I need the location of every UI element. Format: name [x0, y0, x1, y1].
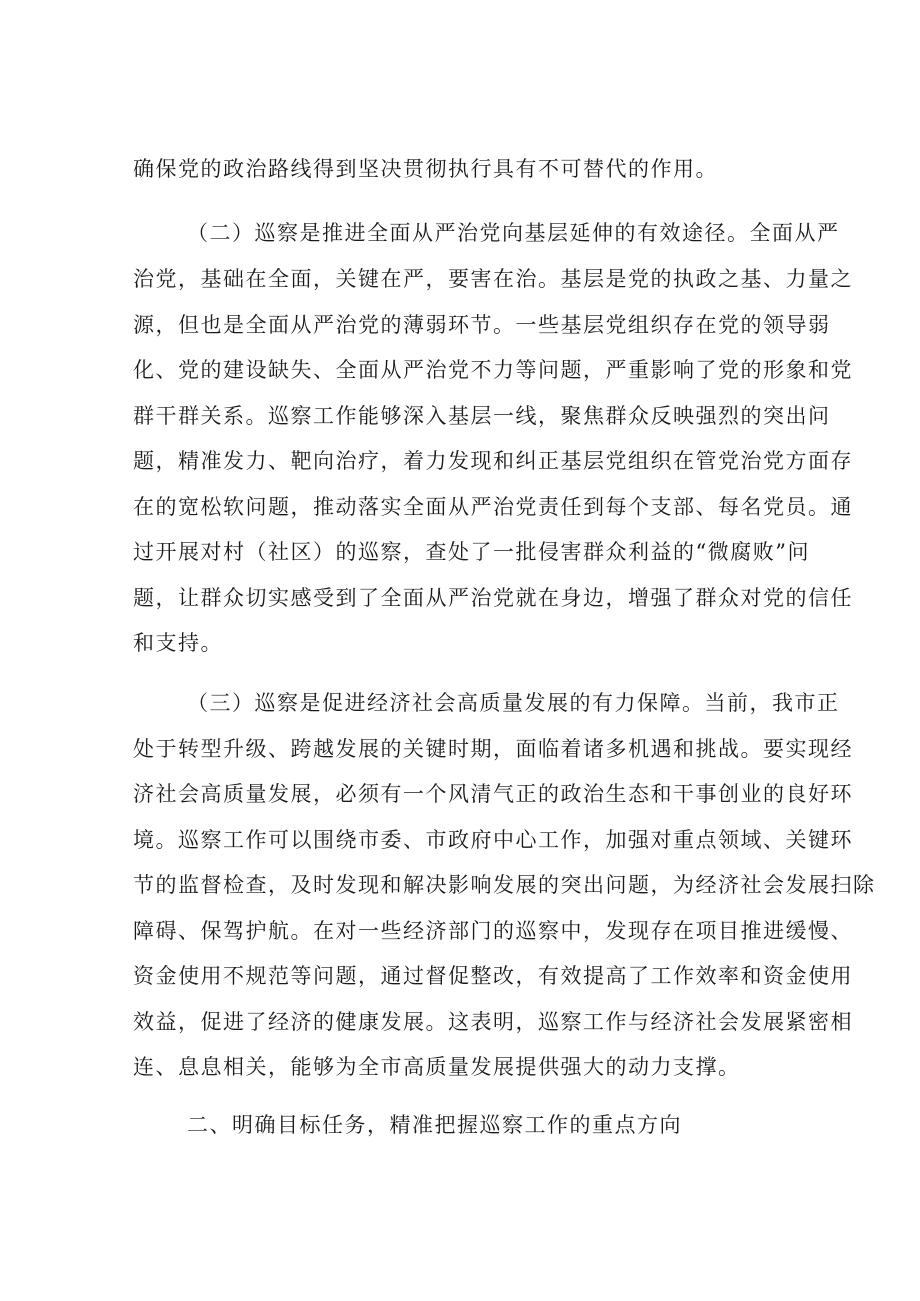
- paragraph-2-line-10: 和支持。: [133, 631, 223, 655]
- paragraph-2-line-8: 过开展对村（社区）的巡察，查处了一批侵害群众利益的“微腐败”问: [133, 540, 810, 564]
- paragraph-3-line-4: 境。巡察工作可以围绕市委、市政府中心工作，加强对重点领域、关键环: [133, 828, 853, 852]
- paragraph-2-line-6: 题，精准发力、靶向治疗，着力发现和纠正基层党组织在管党治党方面存: [133, 449, 853, 473]
- paragraph-2-line-2: 治党，基础在全面，关键在严，要害在治。基层是党的执政之基、力量之: [133, 267, 853, 291]
- paragraph-3-line-5: 节的监督检查，及时发现和解决影响发展的突出问题，为经济社会发展扫除: [133, 873, 876, 897]
- paragraph-3-line-9: 连、息息相关，能够为全市高质量发展提供强大的动力支撑。: [133, 1055, 741, 1079]
- paragraph-3-line-7: 资金使用不规范等问题，通过督促整改，有效提高了工作效率和资金使用: [133, 964, 853, 988]
- paragraph-3-line-3: 济社会高质量发展，必须有一个风清气正的政治生态和干事创业的良好环: [133, 782, 853, 806]
- paragraph-3-line-8: 效益，促进了经济的健康发展。这表明，巡察工作与经济社会发展紧密相: [133, 1010, 853, 1034]
- paragraph-1-line-1: 确保党的政治路线得到坚决贯彻执行具有不可替代的作用。: [133, 157, 718, 181]
- paragraph-3-line-2: 处于转型升级、跨越发展的关键时期，面临着诸多机遇和挑战。要实现经: [133, 737, 853, 761]
- paragraph-3-line-6: 障碍、保驾护航。在对一些经济部门的巡察中，发现存在项目推进缓慢、: [133, 919, 853, 943]
- paragraph-2-line-5: 群干群关系。巡察工作能够深入基层一线，聚焦群众反映强烈的突出问: [133, 404, 831, 428]
- paragraph-2-line-9: 题，让群众切实感受到了全面从严治党就在身边，增强了群众对党的信任: [133, 586, 853, 610]
- paragraph-2-line-7: 在的宽松软问题，推动落实全面从严治党责任到每个支部、每名党员。通: [133, 495, 853, 519]
- paragraph-3-line-1: （三）巡察是促进经济社会高质量发展的有力保障。当前，我市正: [187, 691, 840, 715]
- paragraph-2-line-1: （二）巡察是推进全面从严治党向基层延伸的有效途径。全面从严: [187, 221, 840, 245]
- paragraph-2-line-4: 化、党的建设缺失、全面从严治党不力等问题，严重影响了党的形象和党: [133, 358, 853, 382]
- section-heading: 二、明确目标任务，精准把握巡察工作的重点方向: [187, 1113, 682, 1137]
- paragraph-2-line-3: 源，但也是全面从严治党的薄弱环节。一些基层党组织存在党的领导弱: [133, 313, 831, 337]
